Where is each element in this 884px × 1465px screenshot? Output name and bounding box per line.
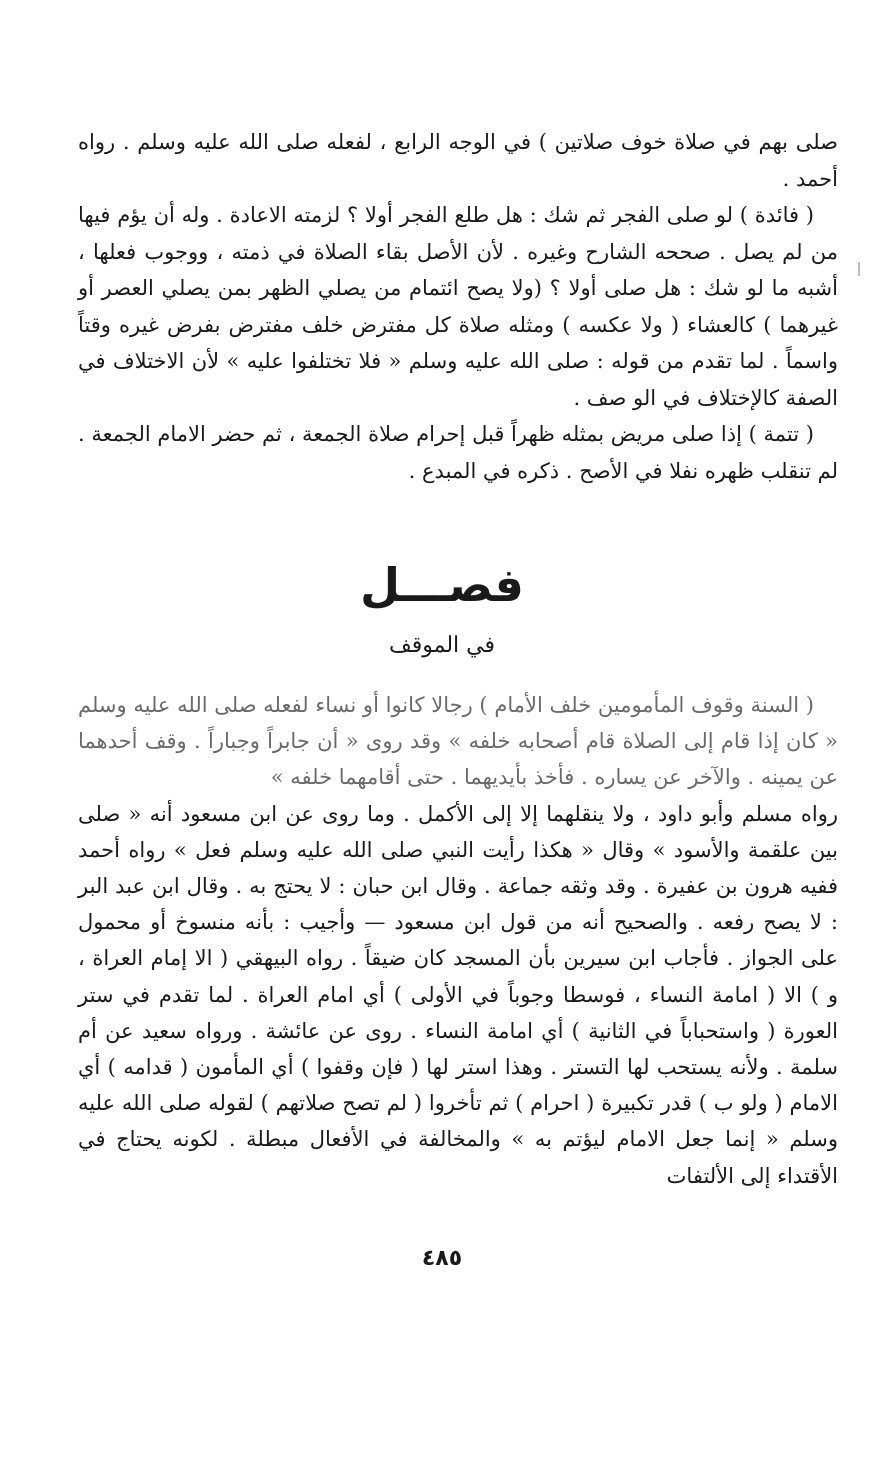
section-title: فصـــل	[360, 558, 524, 612]
margin-mark	[858, 262, 860, 276]
paragraph-faded: ( السنة وقوف المأمومين خلف الأمام ) رجالا كانوا أو نساء لفعله صلى الله عليه وسلم « كان إذا قام إلى الصلاة قام أصحابه خلفه » وقد روى « أن جابراً وجباراً . وقف أحدهما عن يمينه . والآخر عن يساره . فأخذ بأيديهما . حتى أقامهما خلفه »	[78, 693, 838, 790]
section-subtitle: في الموقف	[388, 633, 496, 658]
top-text-block	[78, 124, 838, 489]
paragraph-main: رواه مسلم وأبو داود ، ولا ينقلهما إلا إلى الأكمل . وما روى عن ابن مسعود أنه « صلى بين علقمة والأسود » وقال « هكذا رأيت النبي صلى الله عليه وسلم فعل » رواه أحمد ففيه هرون بن عفيرة . وقد وثقه جماعة . وقال ابن حبان : لا يحتج به . وقال ابن عبد البر : لا يصح رفعه . والصحيح أنه من قول ابن مسعود — وأجيب : بأنه منسوخ أو محمول على الجواز . فأجاب ابن سيرين بأن المسجد كان ضيقاً . رواه البيهقي ( الا إمام العراة ، و ) الا ( امامة النساء ، فوسطا وجوباً في الأولى ) أي امام العراة . لما تقدم في ستر العورة ( واستحباباً في الثانية ) أي امامة النساء . روى عن عائشة . ورواه سعيد عن أم سلمة . ولأنه يستحب لها التستر . وهذا استر لها ( فإن وقفوا ) أي المأمون ( قدامه ) أي الامام ( ولو ب ) قدر تكبيرة ( احرام ) ثم تأخروا ( لم تصح صلاتهم ) لقوله صلى الله عليه وسلم « إنما جعل الامام ليؤتم به » والمخالفة في الأفعال مبطلة . لكونه يحتاج في الأقتداء إلى الألتفات	[78, 801, 838, 1188]
paragraph-faida: ( فائدة ) لو صلى الفجر ثم شك : هل طلع الفجر أولا ؟ لزمته الاعادة . وله أن يؤم فيها من لم يصل . صححه الشارح وغيره . لأن الأصل بقاء الصلاة في ذمته ، ووجوب فعلها ، أشبه ما لو شك : هل صلى أولا ؟ (ولا يصح ائتمام من يصلي الظهر بمن يصلي العصر أو غيرهما ) كالعشاء ( ولا عكسه ) ومثله صلاة كل مفترض خلف مفترض بفرض غيره وقتاً واسماً . لما تقدم من قوله : صلى الله عليه وسلم « فلا تختلفوا عليه » لأن الاختلاف في الصفة كالإختلاف في الو صف .	[78, 203, 838, 410]
page-number: ٤٨٥	[421, 1246, 463, 1271]
paragraph-continuation: صلى بهم في صلاة خوف صلاتين ) في الوجه الرابع ، لفعله صلى الله عليه وسلم . رواه أحمد .	[78, 130, 838, 191]
bottom-text-block	[78, 687, 838, 1194]
paragraph-tatimma: ( تتمة ) إذا صلى مريض بمثله ظهراً قبل إحرام صلاة الجمعة ، ثم حضر الامام الجمعة . لم تنقلب ظهره نفلا في الأصح . ذكره في المبدع .	[78, 422, 838, 483]
